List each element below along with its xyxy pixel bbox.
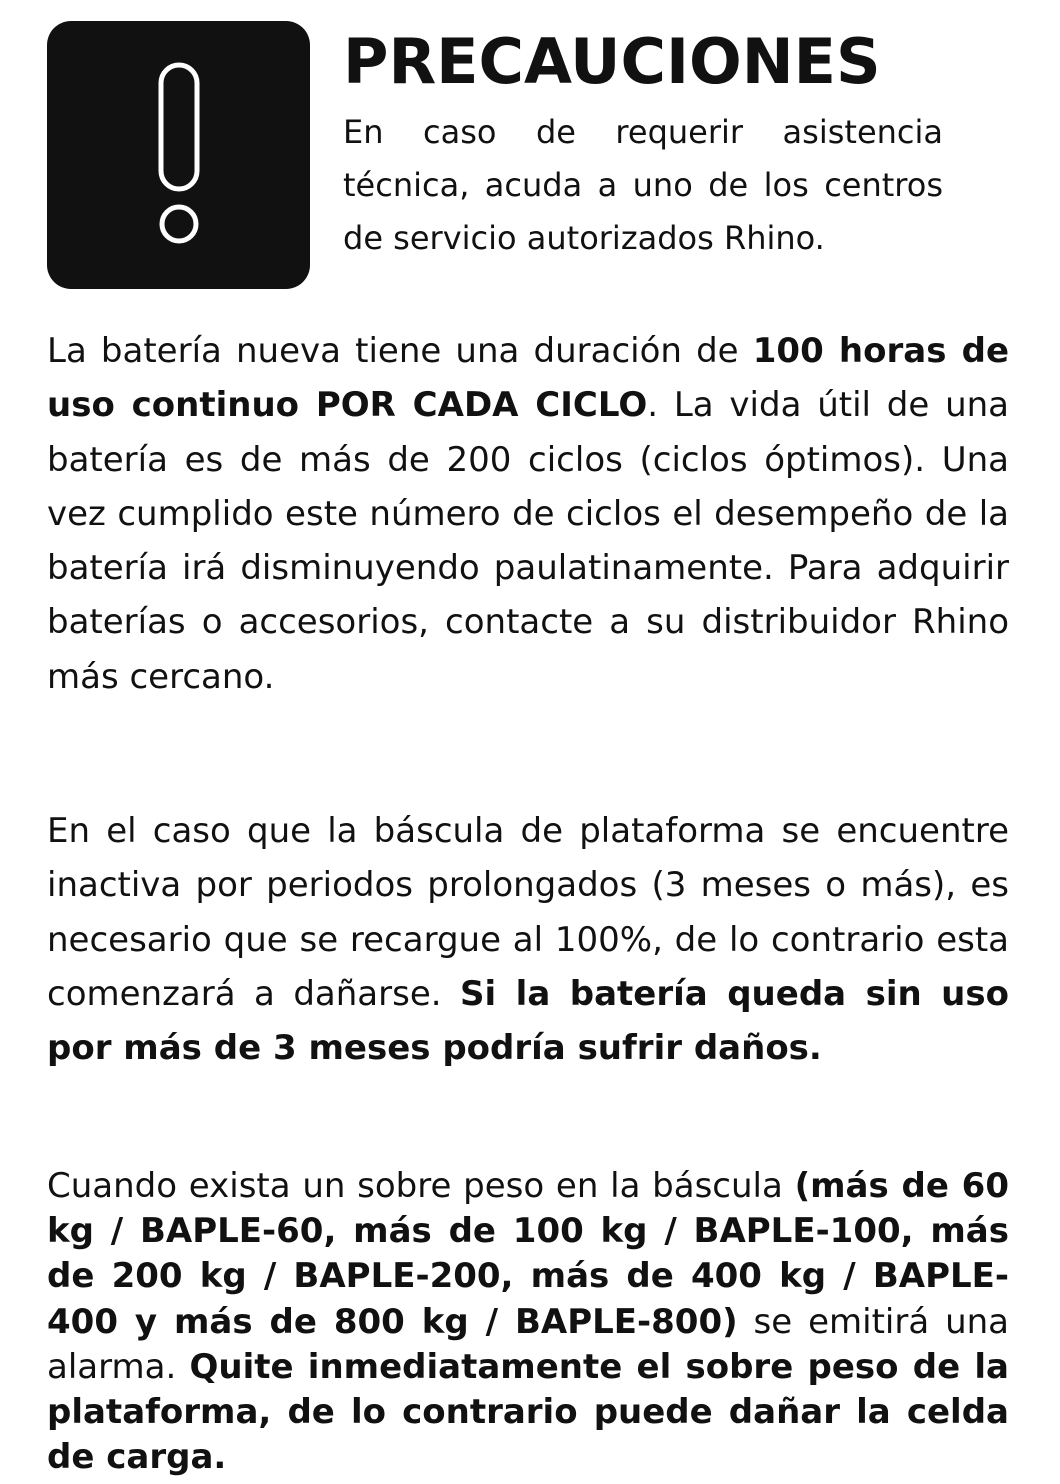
paragraph-battery-life (47, 324, 1009, 704)
paragraph-text: Cuando exista un sobre peso en la báscula (47, 1166, 795, 1206)
page-title: PRECAUCIONES (343, 25, 881, 98)
paragraph-emphasis: 100 horas de uso continuo POR CADA CICLO (47, 331, 1010, 426)
paragraph-inactivity (47, 804, 1009, 1075)
paragraph-text: La batería nueva tiene una duración de (47, 331, 753, 371)
paragraph-emphasis: (más de 60 kg / BAPLE-60, más de 100 kg / BAPLE-100, más de 200 kg / BAPLE-200, más de 400 kg / BAPLE-400 y más de 800 kg / BAPLE-800) (47, 1166, 1009, 1342)
paragraph-emphasis: Si la batería queda sin uso por más de 3 meses podría sufrir daños. (47, 973, 1009, 1069)
warning-box (47, 21, 310, 289)
paragraph-text: En el caso que la báscula de plataforma se encuentre inactiva por periodos prolongados (3 meses o más), es necesario que se recargue al 100%, de lo contrario esta comenzará a dañarse. (47, 811, 1009, 1014)
paragraph-overweight (47, 1164, 1009, 1480)
paragraph-text: . La vida útil de una batería es de más de 200 ciclos (ciclos óptimos). Una vez cumplido este número de ciclos el desempeño de la batería irá disminuyendo paulatinamente. Para adquirir baterías o accesorios, contacte a su distribuidor Rhino más cercano. (47, 385, 1010, 697)
exclamation-icon (47, 21, 310, 289)
intro-text: En caso de requerir asistencia técnica, acuda a uno de los centros de servicio autorizados Rhino. (343, 113, 943, 257)
paragraph-text: se emitirá una alarma. (47, 1301, 1009, 1387)
paragraph-emphasis: Quite inmediatamente el sobre peso de la plataforma, de lo contrario puede dañar la celda de carga. (47, 1346, 1009, 1478)
